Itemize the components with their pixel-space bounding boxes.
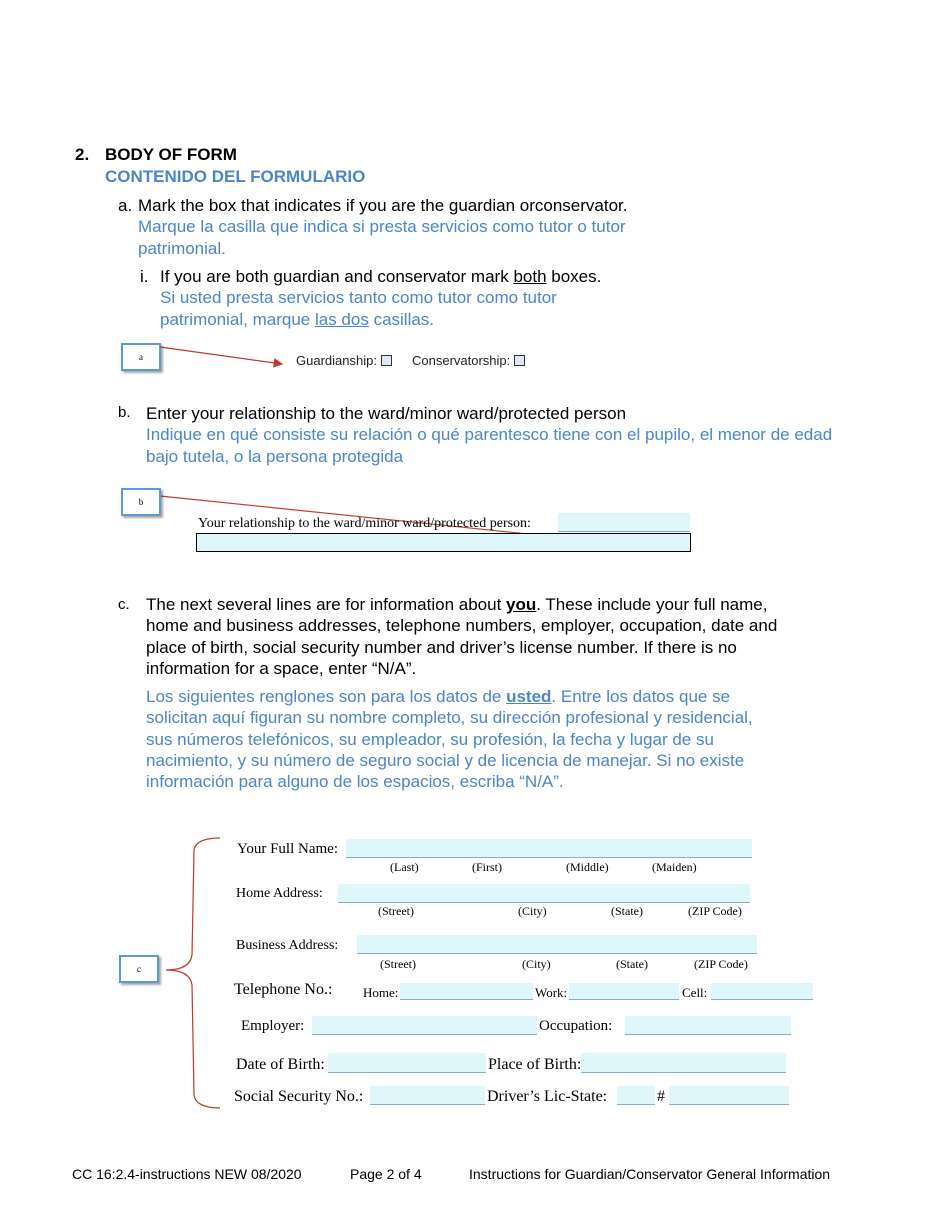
work-phone-field[interactable] xyxy=(569,983,679,1000)
guardianship-option[interactable]: Guardianship: xyxy=(296,353,392,368)
home-city: (City) xyxy=(518,904,547,918)
pob-label: Place of Birth: xyxy=(488,1056,582,1073)
item-c-line1: The next several lines are for information about you. These include your full name, xyxy=(146,595,768,614)
item-c-es-line3: sus números telefónicos, su empleador, su profesión, la fecha y lugar de su xyxy=(146,730,714,749)
item-a-i-es-line1: Si usted presta servicios tanto como tutor como tutor xyxy=(160,288,557,307)
business-state: (State) xyxy=(616,957,648,971)
relationship-label: Your relationship to the ward/minor ward/protected person: xyxy=(198,516,531,531)
name-part-last: (Last) xyxy=(390,860,419,874)
dl-number-field[interactable] xyxy=(669,1086,789,1105)
home-zip: (ZIP Code) xyxy=(688,904,742,918)
item-a-i-es-line2: patrimonial, marque las dos casillas. xyxy=(160,310,435,329)
employer-label: Employer: xyxy=(241,1018,305,1034)
telephone-label: Telephone No.: xyxy=(234,981,333,998)
business-zip: (ZIP Code) xyxy=(694,957,748,971)
home-street: (Street) xyxy=(378,904,414,918)
dl-state-label: Driver’s Lic-State: xyxy=(487,1088,608,1105)
item-a-es-line1: Marque la casilla que indica si presta servicios como tutor o tutor xyxy=(138,217,626,236)
callout-b: b xyxy=(121,488,161,516)
pob-field[interactable] xyxy=(581,1053,786,1073)
item-c-line3: place of birth, social security number and driver’s license number. If there is no xyxy=(146,638,737,657)
item-c-es-line4: nacimiento, y su número de seguro social y de licencia de manejar. Si no existe xyxy=(146,751,745,770)
section-title-es: CONTENIDO DEL FORMULARIO xyxy=(105,167,366,186)
callout-c: c xyxy=(119,955,159,983)
dob-field[interactable] xyxy=(328,1053,486,1073)
section-title: BODY OF FORM xyxy=(105,145,237,164)
footer-form-id: CC 16:2.4-instructions NEW 08/2020 xyxy=(72,1166,302,1182)
brace-c xyxy=(166,838,220,1108)
cell-phone-field[interactable] xyxy=(711,983,813,1000)
item-a-es-line2: patrimonial. xyxy=(138,239,226,258)
arrow-a xyxy=(160,347,282,364)
business-city: (City) xyxy=(522,957,551,971)
dob-label: Date of Birth: xyxy=(236,1056,325,1073)
footer-page: Page 2 of 4 xyxy=(350,1166,422,1182)
dl-number-hash: # xyxy=(657,1088,665,1105)
name-part-maiden: (Maiden) xyxy=(652,860,697,874)
item-a-i-text: If you are both guardian and conservator mark both boxes. xyxy=(160,267,602,286)
conservatorship-option[interactable]: Conservatorship: xyxy=(412,353,525,368)
conservatorship-checkbox[interactable] xyxy=(514,355,525,366)
item-a-marker: a. xyxy=(118,196,133,215)
ssn-field[interactable] xyxy=(370,1086,485,1105)
item-c-line2: home and business addresses, telephone numbers, employer, occupation, date and xyxy=(146,616,778,635)
relationship-field-2[interactable] xyxy=(196,533,691,552)
item-b-es-line1: Indique en qué consiste su relación o qué parentesco tiene con el pupilo, el menor de edad xyxy=(146,425,833,444)
home-state: (State) xyxy=(611,904,643,918)
footer-title: Instructions for Guardian/Conservator General Information xyxy=(469,1166,831,1182)
home-phone-label: Home: xyxy=(363,985,399,1000)
callout-a: a xyxy=(121,343,161,371)
home-address-field[interactable] xyxy=(338,884,750,903)
full-name-field[interactable] xyxy=(346,839,752,858)
name-part-first: (First) xyxy=(472,860,502,874)
item-c-marker: c. xyxy=(118,596,130,613)
item-c-es-line2: solicitan aquí figuran su nombre completo, su dirección profesional y residencial, xyxy=(146,708,753,727)
cell-phone-label: Cell: xyxy=(682,985,708,1000)
item-a-text: Mark the box that indicates if you are the guardian orconservator. xyxy=(138,196,628,215)
item-c-es-line5: información para alguno de los espacios, escriba “N/A”. xyxy=(146,772,564,791)
home-address-label: Home Address: xyxy=(236,886,323,901)
section-number: 2. xyxy=(75,145,90,164)
home-phone-field[interactable] xyxy=(400,983,533,1000)
work-phone-label: Work: xyxy=(535,985,568,1000)
item-b-es-line2: bajo tutela, o la persona protegida xyxy=(146,447,404,466)
full-name-label: Your Full Name: xyxy=(237,841,338,857)
item-c-line4: information for a space, enter “N/A”. xyxy=(146,659,417,678)
occupation-field[interactable] xyxy=(625,1016,791,1035)
guardianship-checkbox[interactable] xyxy=(381,355,392,366)
item-a-i-marker: i. xyxy=(140,267,149,286)
business-street: (Street) xyxy=(380,957,416,971)
item-b-marker: b. xyxy=(118,404,131,421)
occupation-label: Occupation: xyxy=(539,1018,613,1034)
employer-field[interactable] xyxy=(312,1016,537,1035)
business-address-label: Business Address: xyxy=(236,938,339,953)
dl-state-field[interactable] xyxy=(617,1086,655,1105)
item-b-text: Enter your relationship to the ward/minor ward/protected person xyxy=(146,404,627,423)
name-part-middle: (Middle) xyxy=(566,860,609,874)
relationship-field-1[interactable] xyxy=(558,513,690,532)
business-address-field[interactable] xyxy=(357,935,757,954)
ssn-label: Social Security No.: xyxy=(234,1088,364,1105)
item-c-es-line1: Los siguientes renglones son para los datos de usted. Entre los datos que se xyxy=(146,687,731,706)
